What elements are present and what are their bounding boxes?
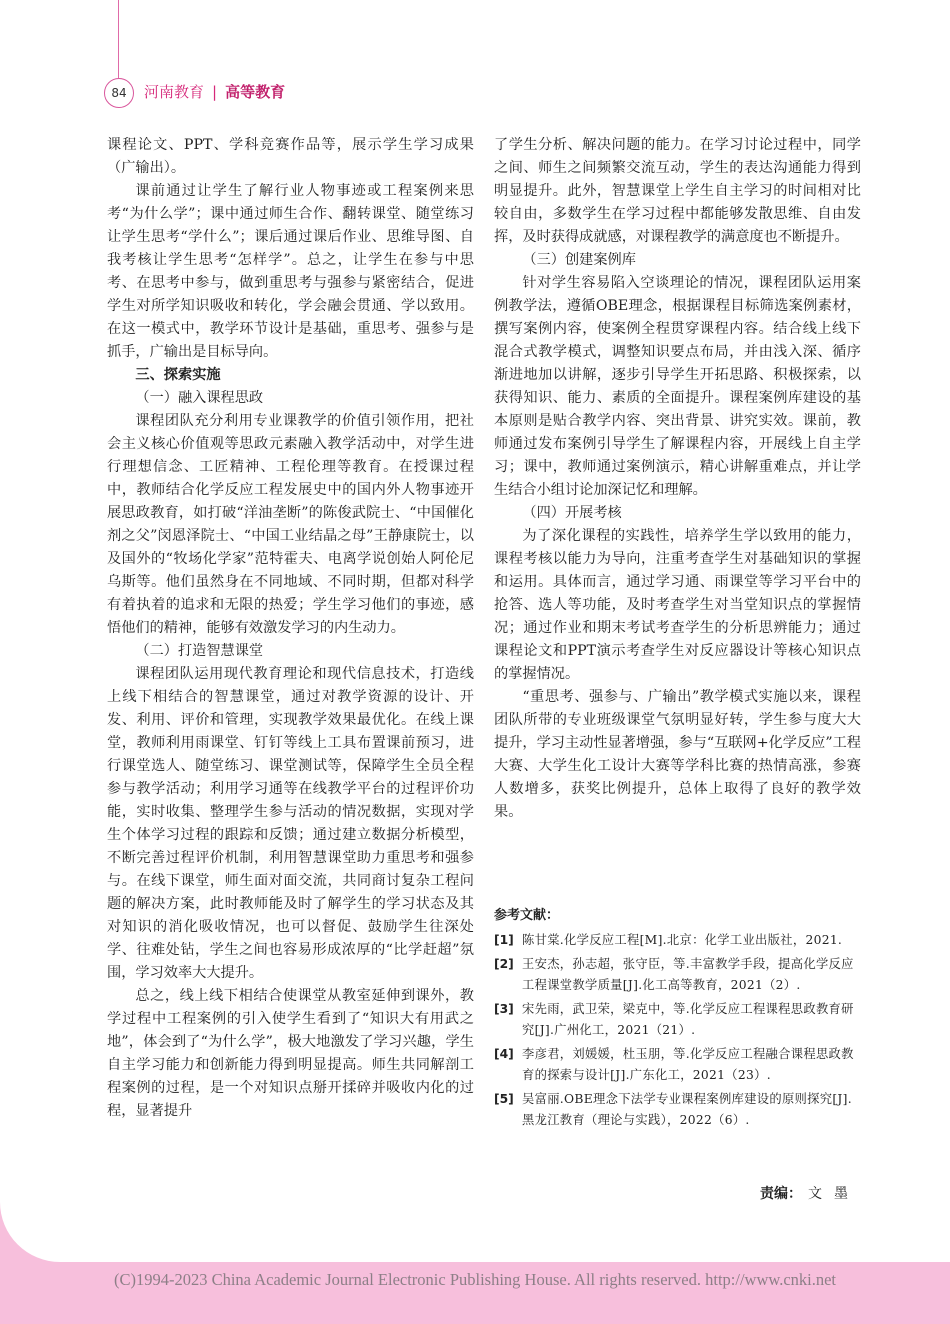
paragraph: 总之，线上线下相结合使课堂从教室延伸到课外，教学过程中工程案例的引入使学生看到了“知识大有用武之地”，体会到了“为什么学”，极大地激发了学习兴趣，学生自主学习能力和创新能力得到明显提高。师生共同解剖工程案例的过程，是一个对知识点掰开揉碎并吸收内化的过程，显著提升 [107, 988, 474, 1119]
reference-number: [2] [494, 957, 514, 971]
editor-name: 文墨 [808, 1186, 860, 1202]
paragraph: 了学生分析、解决问题的能力。在学习讨论过程中，同学之间、师生之间频繁交流互动，学生的表达沟通能力得到明显提升。此外，智慧课堂上学生自主学习的时间相对比较自由，多数学生在学习过程中都能够发散思维、自由发挥，及时获得成就感，对课程教学的满意度也不断提升。 [494, 137, 861, 245]
reference-item [494, 999, 861, 1041]
reference-item [494, 1089, 861, 1131]
editor-credit [760, 1183, 860, 1203]
subsection-heading: （四）开展考核 [522, 505, 622, 521]
reference-text: 宋先雨，武卫荣，梁克中，等.化学反应工程课程思政教育研究[J].广州化工，2021（21）. [522, 1002, 854, 1037]
page-number: 84 [104, 78, 134, 108]
paragraph: 针对学生容易陷入空谈理论的情况，课程团队运用案例教学法，遵循OBE理念，根据课程目标筛选案例素材，撰写案例内容，使案例全程贯穿课程内容。结合线上线下混合式教学模式，调整知识要点布局，并由浅入深、循序渐进地加以讲解，逐步引导学生开拓思路、积极探索，以获得知识、能力、素质的全面提升。课程案例库建设的基本原则是贴合教学内容、突出背景、讲究实效。课前，教师通过发布案例引导学生了解课程内容，开展线上自主学习；课中，教师通过案例演示，精心讲解重难点，并让学生结合小组讨论加深记忆和理解。 [494, 275, 861, 498]
subsection-heading: （二）打造智慧课堂 [135, 643, 264, 659]
running-header [144, 78, 285, 106]
header-separator: | [212, 83, 218, 101]
paragraph: 课程团队充分利用专业课教学的价值引领作用，把社会主义核心价值观等思政元素融入教学活动中，对学生进行理想信念、工匠精神、工程伦理等教育。在授课过程中，教师结合化学反应工程发展史中的国内外人物事迹开展思政教育，如打破“洋油垄断”的陈俊武院士、“中国催化剂之父”闵恩泽院士、“中国工业结晶之母”王静康院士，以及国外的“牧场化学家”范特霍夫、电离学说创始人阿伦尼乌斯等。他们虽然身在不同地域、不同时期，但都对科学有着执着的追求和无限的热爱；学生学习他们的事迹，感悟他们的精神，能够有效激发学习的内生动力。 [107, 413, 474, 636]
right-column [494, 134, 861, 824]
reference-item [494, 930, 861, 951]
references [494, 905, 861, 1134]
reference-number: [5] [494, 1092, 514, 1106]
paragraph: 为了深化课程的实践性，培养学生学以致用的能力，课程考核以能力为导向，注重考查学生对基础知识的掌握和运用。具体而言，通过学习通、雨课堂等学习平台中的抢答、选人等功能，及时考查学生对当堂知识点的掌握情况；通过作业和期末考试考查学生的分析思辨能力；通过课程论文和PPT演示考查学生对反应器设计等核心知识点的掌握情况。 [494, 528, 861, 682]
journal-name: 河南教育 [144, 83, 205, 101]
reference-text: 王安杰，孙志超，张守臣，等.丰富教学手段，提高化学反应工程课堂教学质量[J].化工高等教育，2021（2）. [522, 957, 854, 992]
paragraph: 课前通过让学生了解行业人物事迹或工程案例来思考“为什么学”；课中通过师生合作、翻转课堂、随堂练习让学生思考“学什么”；课后通过课后作业、思维导图、自我考核让学生思考“怎样学”。总之，让学生在参与中思考、在思考中参与，做到重思考与强参与紧密结合，促进学生对所学知识吸收和转化，学会融会贯通、学以致用。在这一模式中，教学环节设计是基础，重思考、强参与是抓手，广输出是目标导向。 [107, 183, 474, 360]
reference-text: 吴富丽.OBE理念下法学专业课程案例库建设的原则探究[J].黑龙江教育（理论与实践），2022（6）. [522, 1092, 852, 1127]
paragraph: “重思考、强参与、广输出”教学模式实施以来，课程团队所带的专业班级课堂气氛明显好转，学生参与度大大提升，学习主动性显著增强，参与“互联网+化学反应”工程大赛、大学生化工设计大赛等学科比赛的热情高涨，参赛人数增多，获奖比例提升，总体上取得了良好的教学效果。 [494, 689, 861, 820]
header-rule [118, 0, 119, 78]
reference-text: 陈甘棠.化学反应工程[M].北京：化学工业出版社，2021. [522, 933, 843, 947]
reference-number: [4] [494, 1047, 514, 1061]
reference-item [494, 954, 861, 996]
copyright-footer: (C)1994-2023 China Academic Journal Electronic Publishing House. All rights reserved. http://www.cnki.net [113, 1270, 837, 1289]
subsection-heading: （三）创建案例库 [522, 252, 636, 268]
references-title: 参考文献： [494, 908, 560, 923]
left-column [107, 134, 474, 1123]
paragraph: 课程论文、PPT、学科竞赛作品等，展示学生学习成果（广输出）。 [107, 137, 474, 176]
reference-item [494, 1044, 861, 1086]
reference-text: 李彦君，刘媛媛，杜玉朋，等.化学反应工程融合课程思政教育的探索与设计[J].广东化工，2021（23）. [522, 1047, 854, 1082]
section-name: 高等教育 [225, 83, 286, 101]
reference-number: [1] [494, 933, 514, 947]
editor-label: 责编： [760, 1186, 802, 1202]
section-heading: 三、探索实施 [135, 367, 221, 383]
subsection-heading: （一）融入课程思政 [135, 390, 264, 406]
reference-number: [3] [494, 1002, 514, 1016]
paragraph: 课程团队运用现代教育理论和现代信息技术，打造线上线下相结合的智慧课堂，通过对教学资源的设计、开发、利用、评价和管理，实现教学效果最优化。在线上课堂，教师利用雨课堂、钉钉等线上工具布置课前预习，进行课堂选人、随堂练习、课堂测试等，保障学生全员全程参与教学活动；利用学习通等在线教学平台的过程评价功能，实时收集、整理学生参与活动的情况数据，实现对学生个体学习过程的跟踪和反馈；通过建立数据分析模型，不断完善过程评价机制，利用智慧课堂助力重思考和强参与。在线下课堂，师生面对面交流，共同商讨复杂工程问题的解决方案，此时教师能及时了解学生的学习状态及其对知识的消化吸收情况，也可以督促、鼓励学生往深处学、往难处钻，学生之间也容易形成浓厚的“比学赶超”氛围，学习效率大大提升。 [107, 666, 474, 981]
